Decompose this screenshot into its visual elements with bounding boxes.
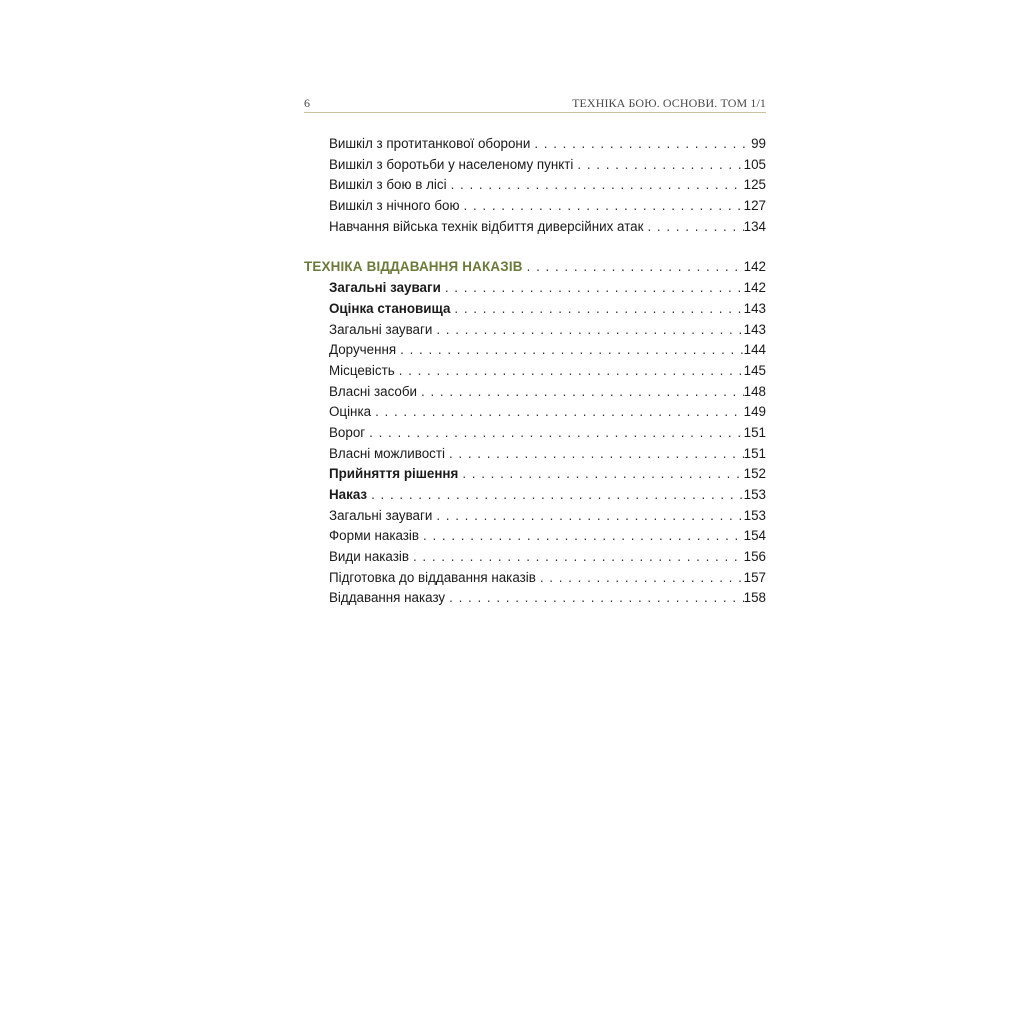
dot-leader: [523, 257, 744, 278]
toc-entry-label: Доручення: [329, 342, 397, 358]
toc-entry: [304, 134, 766, 155]
toc-entry-page: 153: [743, 487, 766, 502]
toc-subsection: [304, 299, 766, 320]
toc-entry: [304, 526, 766, 547]
toc-entry-label: Власні можливості: [329, 445, 445, 461]
toc-entry: [304, 320, 766, 341]
toc-entry-page: 151: [743, 445, 766, 461]
toc-entry: [304, 444, 766, 465]
dot-leader: [365, 423, 743, 444]
toc-entry-page: 143: [743, 300, 766, 316]
toc-entry: [304, 340, 766, 361]
toc-entry-label: Вишкіл з бою в лісі: [329, 177, 447, 193]
toc-entry-label: Віддавання наказу: [329, 590, 446, 606]
dot-leader: [447, 175, 744, 196]
toc-entry-page: 134: [743, 218, 766, 234]
toc-entry: [304, 361, 766, 382]
toc-entry-label: Підготовка до віддавання наказів: [329, 569, 536, 585]
toc-entry: [304, 506, 766, 527]
toc-entry-page: 157: [743, 569, 766, 585]
page-number: 6: [304, 96, 310, 110]
dot-leader: [445, 588, 744, 609]
dot-leader: [643, 217, 743, 238]
dot-leader: [441, 278, 744, 299]
dot-leader: [573, 155, 743, 176]
toc-entry-label: Власні засоби: [329, 383, 418, 399]
toc-entry-label: Ворог: [329, 424, 366, 440]
toc-entry-page: 142: [743, 280, 766, 296]
toc-section-heading: [304, 257, 766, 278]
dot-leader: [419, 526, 744, 547]
toc-entry-label: Наказ: [329, 487, 368, 502]
toc-entry-page: 144: [743, 342, 766, 358]
toc-entry: [304, 155, 766, 176]
toc-entry-label: Оцінка: [329, 404, 372, 420]
toc-entry: [304, 588, 766, 609]
toc-entry-label: Навчання війська технік відбиття диверсійних атак: [329, 218, 644, 234]
toc-entry-page: 156: [743, 549, 766, 565]
toc-entry: [304, 423, 766, 444]
toc-entry: [304, 196, 766, 217]
section-heading-page: 142: [743, 259, 766, 275]
toc-entry-page: 149: [743, 404, 766, 420]
toc-entry: [304, 382, 766, 403]
dot-leader: [460, 196, 744, 217]
dot-leader: [371, 402, 744, 423]
toc-entry-page: 153: [743, 507, 766, 523]
toc-entry: [304, 402, 766, 423]
dot-leader: [432, 506, 743, 527]
toc-entry-label: Форми наказів: [329, 528, 420, 544]
running-title: ТЕХНІКА БОЮ. ОСНОВИ. ТОМ 1/1: [572, 96, 766, 110]
table-of-contents: [304, 134, 766, 609]
dot-leader: [417, 382, 744, 403]
toc-entry-label: Загальні зауваги: [329, 280, 441, 296]
toc-entry: [304, 175, 766, 196]
toc-entry-page: 148: [743, 383, 766, 399]
toc-entry-page: 151: [743, 424, 766, 440]
toc-entry-label: Загальні зауваги: [329, 507, 433, 523]
dot-leader: [396, 340, 744, 361]
toc-entry-page: 145: [743, 362, 766, 378]
toc-entry-label: Місцевість: [329, 362, 395, 378]
dot-leader: [395, 361, 744, 382]
dot-leader: [367, 485, 744, 506]
toc-entry-label: Вишкіл з протитанкової оборони: [329, 136, 531, 151]
toc-subsection: [304, 278, 766, 299]
toc-entry: [304, 217, 766, 238]
toc-subsection: [304, 485, 766, 506]
toc-entry-label: Вишкіл з боротьби у населеному пункті: [329, 156, 574, 172]
dot-leader: [458, 464, 743, 485]
dot-leader: [409, 547, 744, 568]
toc-entry-label: Вишкіл з нічного бою: [329, 198, 460, 214]
toc-entry: [304, 568, 766, 589]
dot-leader: [432, 320, 743, 341]
dot-leader: [536, 568, 744, 589]
toc-entry-page: 127: [743, 198, 766, 214]
toc-entry-label: Види наказів: [329, 549, 409, 565]
toc-entry: [304, 547, 766, 568]
dot-leader: [445, 444, 744, 465]
toc-entry-page: 125: [743, 177, 766, 193]
toc-entry-label: Прийняття рішення: [329, 466, 459, 482]
section-heading-label: ТЕХНІКА ВІДДАВАННЯ НАКАЗІВ: [304, 259, 523, 275]
toc-entry-page: 105: [743, 156, 766, 172]
dot-leader: [450, 299, 743, 320]
dot-leader: [530, 134, 751, 155]
toc-entry-page: 99: [751, 136, 766, 151]
toc-entry-page: 152: [743, 466, 766, 482]
toc-entry-page: 158: [743, 590, 766, 606]
toc-entry-page: 143: [743, 321, 766, 337]
toc-entry-page: 154: [743, 528, 766, 544]
toc-entry-label: Загальні зауваги: [329, 321, 433, 337]
running-head: [304, 94, 766, 113]
toc-subsection: [304, 464, 766, 485]
toc-entry-label: Оцінка становища: [329, 300, 451, 316]
